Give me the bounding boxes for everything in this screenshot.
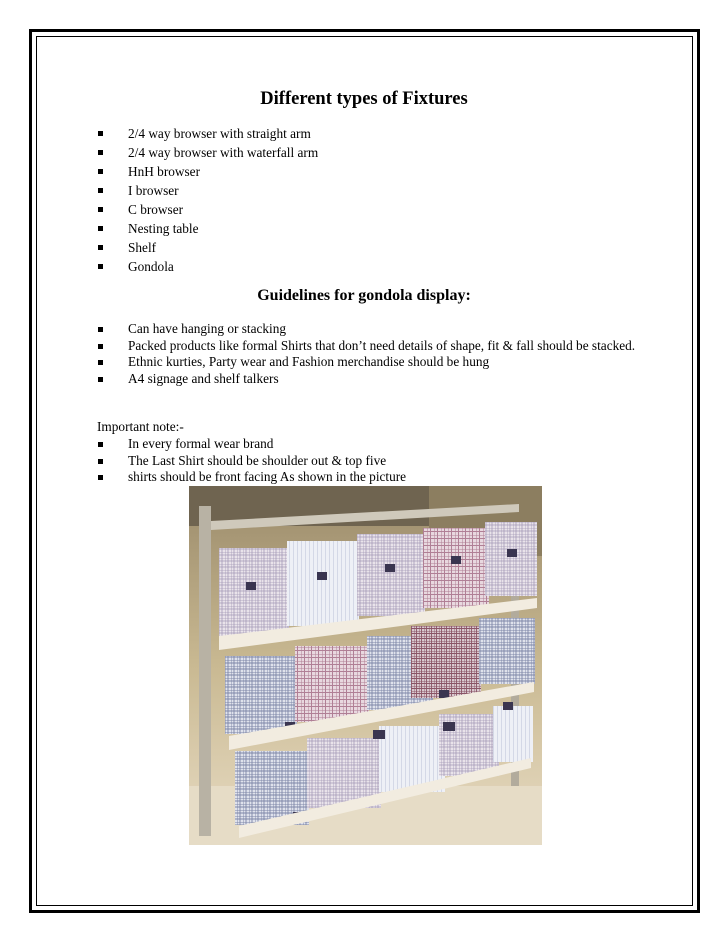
list-item: Can have hanging or stacking — [97, 321, 637, 338]
list-item: 2/4 way browser with waterfall arm — [97, 143, 637, 162]
important-notes-list — [97, 436, 637, 486]
list-item: I browser — [97, 181, 637, 200]
fixtures-list — [97, 124, 637, 276]
list-item: Ethnic kurties, Party wear and Fashion merchandise should be hung — [97, 354, 637, 371]
list-item: Nesting table — [97, 219, 637, 238]
important-note-label: Important note:- — [97, 419, 184, 434]
list-item: Gondola — [97, 257, 637, 276]
list-item: A4 signage and shelf talkers — [97, 371, 637, 388]
list-item: C browser — [97, 200, 637, 219]
gondola-display-photo — [189, 486, 542, 845]
list-item: Packed products like formal Shirts that don’t need details of shape, fit & fall should be stacked. — [97, 338, 637, 355]
guidelines-heading: Guidelines for gondola display: — [257, 287, 471, 304]
list-item: shirts should be front facing As shown in the picture — [97, 469, 637, 486]
list-item: Shelf — [97, 238, 637, 257]
list-item: The Last Shirt should be shoulder out & top five — [97, 453, 637, 470]
list-item: HnH browser — [97, 162, 637, 181]
guidelines-list — [97, 321, 637, 387]
page-title: Different types of Fixtures — [260, 89, 468, 109]
list-item: 2/4 way browser with straight arm — [97, 124, 637, 143]
list-item: In every formal wear brand — [97, 436, 637, 453]
